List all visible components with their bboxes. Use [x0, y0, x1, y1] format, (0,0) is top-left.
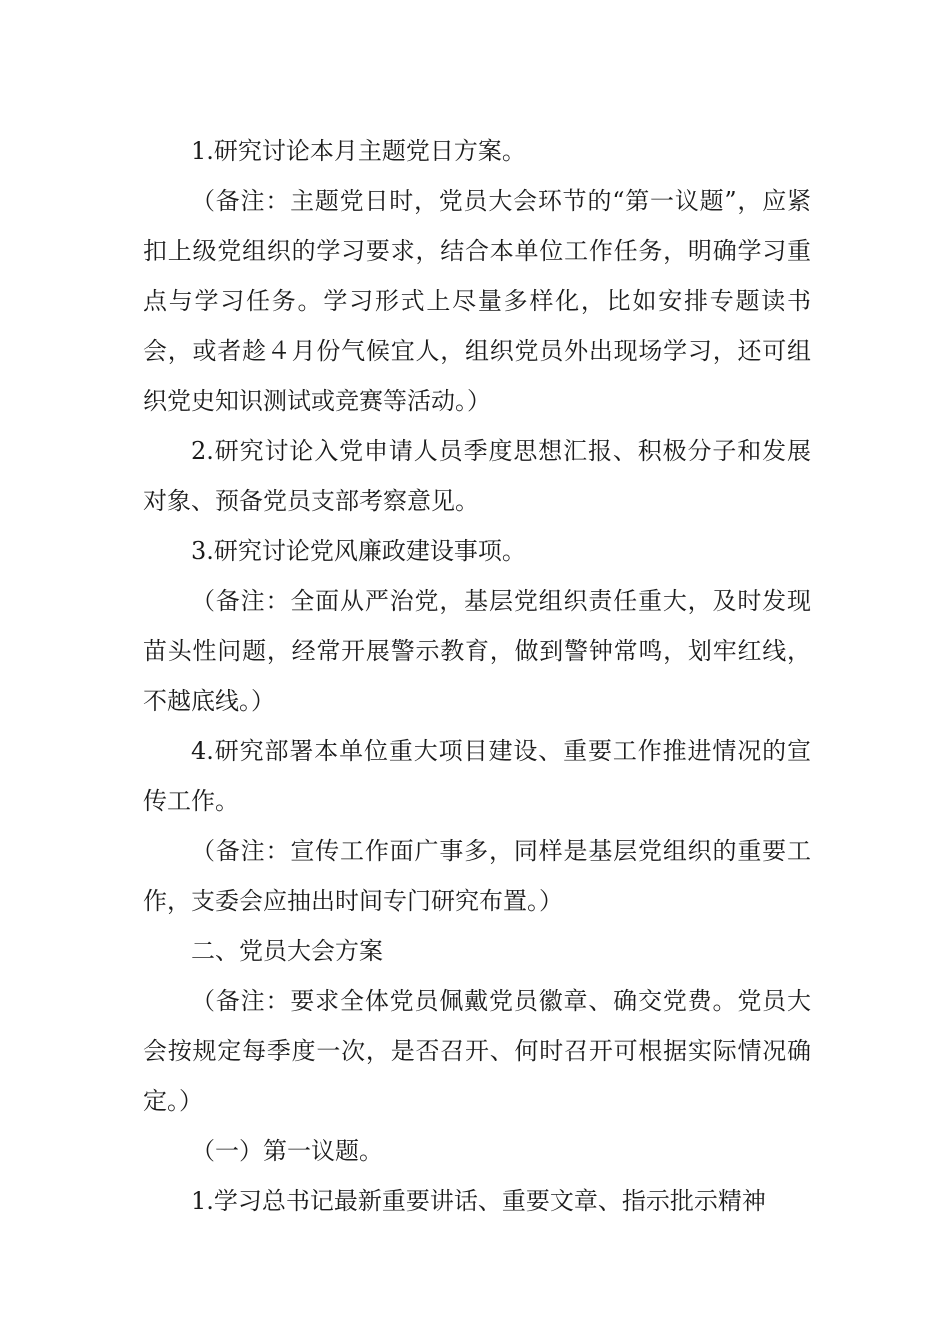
- paragraph-agenda-item-3: 3.研究讨论党风廉政建设事项。: [191, 537, 526, 565]
- paragraph-agenda-item-2: 2.研究讨论入党申请人员季度思想汇报、积极分子和发展对象、预备党员支部考察意见。: [143, 437, 811, 515]
- paragraph-first-topic-item-1: 1.学习总书记最新重要讲话、重要文章、指示批示精神: [191, 1187, 766, 1215]
- section-heading-party-meeting: 二、党员大会方案: [191, 937, 383, 965]
- paragraph-note-4: （备注：宣传工作面广事多，同样是基层党组织的重要工作，支委会应抽出时间专门研究布置。）: [143, 837, 811, 915]
- paragraph-note-3: （备注：全面从严治党，基层党组织责任重大，及时发现苗头性问题，经常开展警示教育，做到警钟常鸣，划牢红线，不越底线。）: [143, 587, 811, 715]
- paragraph-note-1: （备注：主题党日时，党员大会环节的“第一议题”，应紧扣上级党组织的学习要求，结合本单位工作任务，明确学习重点与学习任务。学习形式上尽量多样化，比如安排专题读书会，或者趁４月份气候宜人，组织党员外出现场学习，还可组织党史知识测试或竞赛等活动。）: [143, 187, 811, 415]
- subsection-heading-first-topic: （一）第一议题。: [191, 1137, 383, 1165]
- paragraph-agenda-item-4: 4.研究部署本单位重大项目建设、重要工作推进情况的宣传工作。: [143, 737, 811, 815]
- paragraph-agenda-item-1: 1.研究讨论本月主题党日方案。: [191, 137, 526, 165]
- document-body: [143, 126, 811, 1226]
- paragraph-note-party-meeting: （备注：要求全体党员佩戴党员徽章、确交党费。党员大会按规定每季度一次，是否召开、何时召开可根据实际情况确定。）: [143, 987, 811, 1115]
